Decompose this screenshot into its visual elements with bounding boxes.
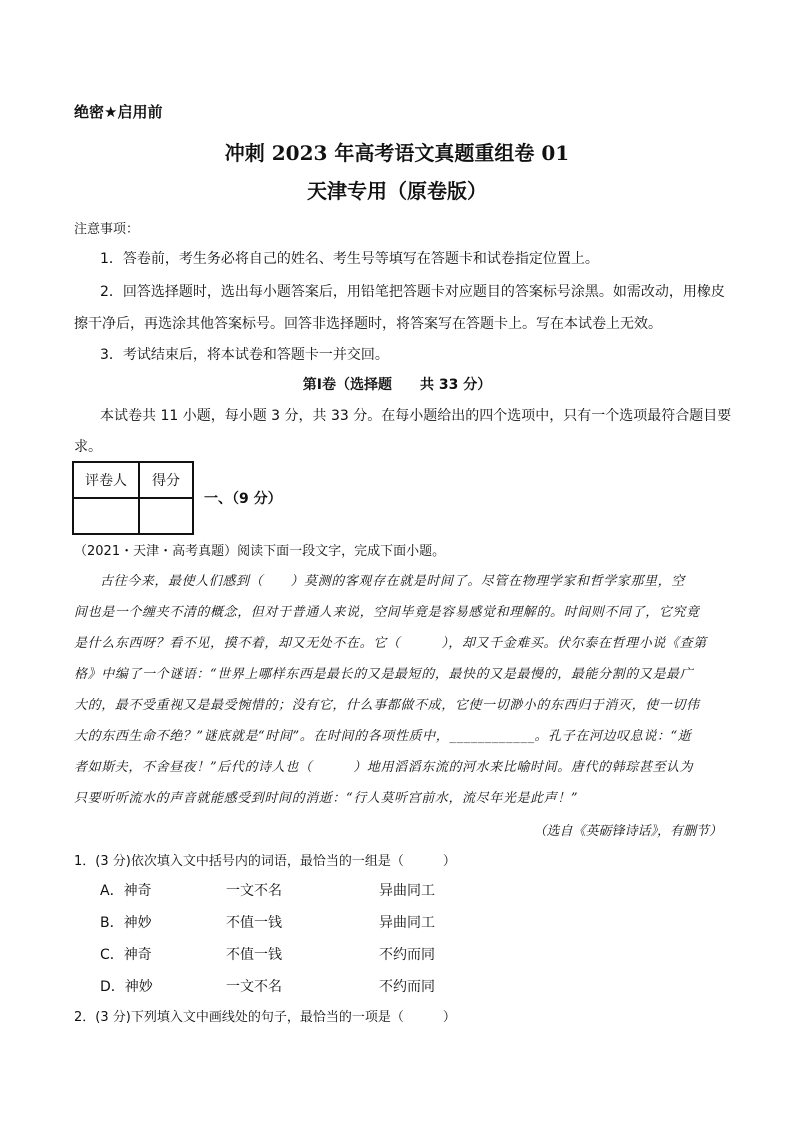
passage-citation: （选自《英砺锋诗话》，有删节）	[533, 824, 722, 839]
section-intro-line-2: 求。	[74, 439, 102, 455]
section-heading: 第Ⅰ卷（选择题 共 33 分）	[302, 377, 492, 393]
passage-line: 大的，最不受重视又是最受惋惜的；没有它，什么事都做不成，它使一切渺小的东西归于消灭，使一切伟	[74, 698, 700, 713]
q1-option-d-word1: D．神妙	[100, 979, 153, 995]
passage-line: 大的东西生命不绝？”谜底就是“时间”。在时间的各项性质中，____________。孔子在河边叹息说：“逝	[74, 729, 692, 744]
q1-option-b-word3: 异曲同工	[379, 915, 435, 931]
part-one-label: 一、（9 分）	[204, 491, 282, 507]
notice-item-2-line-2: 擦干净后，再选涂其他答案标号。回答非选择题时，将答案写在答题卡上。写在本试卷上无效。	[74, 316, 662, 332]
q1-option-d-word3: 不约而同	[379, 979, 435, 995]
q1-option-a-word1: A．神奇	[100, 883, 152, 899]
notice-item-3: 3．考试结束后，将本试卷和答题卡一并交回。	[100, 347, 389, 363]
q1-option-b-word1: B．神妙	[100, 915, 152, 931]
passage-line: 间也是一个缠夹不清的概念，但对于普通人来说，空间毕竟是容易感觉和理解的。时间则不同了，它究竟	[74, 605, 700, 620]
confidential-label: 绝密★启用前	[74, 103, 163, 121]
passage-line: 是什么东西呀？看不见，摸不着，却又无处不在。它（ ），却又千金难买。伏尔泰在哲理小说《查第	[74, 636, 707, 651]
q1-option-d-word2: 一文不名	[226, 979, 282, 995]
grader-cell	[73, 498, 139, 534]
grader-header: 评卷人	[73, 462, 139, 498]
q1-option-c-word1: C．神奇	[100, 947, 152, 963]
passage-source: （2021・天津・高考真题）阅读下面一段文字，完成下面小题。	[74, 544, 446, 559]
passage-line: 者如斯夫，不舍昼夜！”后代的诗人也（ ）地用滔滔东流的河水来比喻时间。唐代的韩琮甚至认为	[74, 760, 694, 775]
exam-title: 冲刺 2023 年高考语文真题重组卷 01	[224, 141, 570, 165]
q1-option-b-word2: 不值一钱	[226, 915, 282, 931]
notice-item-2-line-1: 2．回答选择题时，选出每小题答案后，用铅笔把答题卡对应题目的答案标号涂黑。如需改动，用橡皮	[100, 284, 725, 300]
exam-subtitle: 天津专用（原卷版）	[307, 179, 487, 203]
section-intro-line-1: 本试卷共 11 小题，每小题 3 分，共 33 分。在每小题给出的四个选项中，只有一个选项最符合题目要	[100, 408, 732, 424]
q1-option-c-word2: 不值一钱	[226, 947, 282, 963]
q1-option-a-word3: 异曲同工	[379, 883, 435, 899]
notice-item-1: 1．答卷前，考生务必将自己的姓名、考生号等填写在答题卡和试卷指定位置上。	[100, 251, 599, 267]
question-2-stem: 2．(3 分)下列填入文中画线处的句子，最恰当的一项是（ ）	[74, 1010, 456, 1025]
score-table	[72, 461, 194, 535]
question-1-stem: 1．(3 分)依次填入文中括号内的词语，最恰当的一组是（ ）	[74, 854, 456, 869]
score-header: 得分	[139, 462, 193, 498]
q1-option-a-word2: 一文不名	[226, 883, 282, 899]
passage-line: 古往今来，最使人们感到（ ）莫测的客观存在就是时间了。尽管在物理学家和哲学家那里，空	[100, 574, 685, 589]
passage-line: 只要听听流水的声音就能感受到时间的消逝：“行人莫听宫前水，流尽年光是此声！”	[74, 791, 579, 806]
passage-line: 格》中编了一个谜语：“世界上哪样东西是最长的又是最短的，最快的又是最慢的，最能分割的又是最广	[74, 667, 694, 682]
score-cell	[139, 498, 193, 534]
notice-heading: 注意事项：	[74, 222, 140, 237]
q1-option-c-word3: 不约而同	[379, 947, 435, 963]
